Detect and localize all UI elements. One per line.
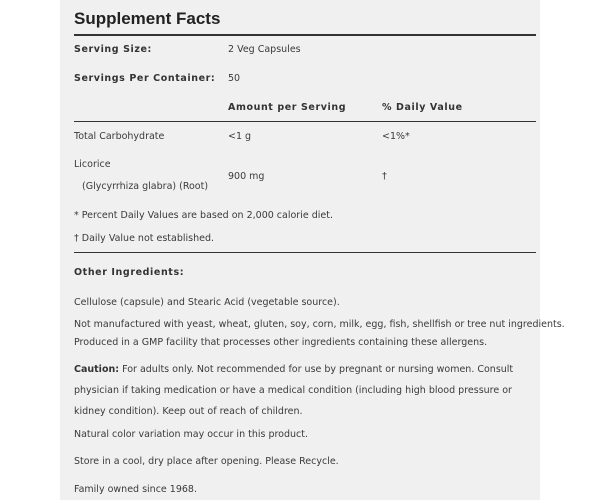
daily-value-header: % Daily Value <box>382 102 463 113</box>
nutrient-amount: <1 g <box>228 131 252 142</box>
page-title: Supplement Facts <box>74 9 221 28</box>
nutrient-subname: (Glycyrrhiza glabra) (Root) <box>82 181 209 192</box>
other-ingredients-label: Other Ingredients: <box>74 267 185 278</box>
caution-text: For adults only. Not recommended for use by pregnant or nursing women. Consult physician if taking medication or have a medical condition (including high blood pressure or kidney condition). Keep out of reach of children. <box>74 364 514 417</box>
ingredient-line: Produced in a GMP facility that processes other ingredients containing these allergens. <box>74 337 488 348</box>
serving-size-label: Serving Size: <box>74 44 152 55</box>
serving-size-value: 2 Veg Capsules <box>228 44 301 55</box>
footnotes-divider <box>74 252 536 253</box>
footnote-not-established: † Daily Value not established. <box>74 233 215 244</box>
amount-per-serving-header: Amount per Serving <box>228 102 347 113</box>
title-divider <box>74 34 536 36</box>
caution-label: Caution: <box>74 364 120 375</box>
supplement-facts-panel <box>60 0 565 500</box>
nutrient-name: Licorice <box>74 159 111 170</box>
note-color-variation: Natural color variation may occur in this product. <box>74 429 309 440</box>
ingredient-line: Not manufactured with yeast, wheat, gluten, soy, corn, milk, egg, fish, shellfish or tree nut ingredients. <box>74 319 565 330</box>
footnote-daily-values: * Percent Daily Values are based on 2,000 calorie diet. <box>74 210 333 221</box>
caution-paragraph <box>74 359 534 422</box>
nutrient-daily-value: † <box>382 171 387 182</box>
header-divider <box>74 121 536 122</box>
nutrient-daily-value: <1%* <box>382 131 410 142</box>
ingredient-line: Cellulose (capsule) and Stearic Acid (vegetable source). <box>74 297 340 308</box>
nutrient-name: Total Carbohydrate <box>74 131 165 142</box>
note-family-owned: Family owned since 1968. <box>74 484 197 495</box>
note-storage: Store in a cool, dry place after opening. Please Recycle. <box>74 456 339 467</box>
servings-per-container-label: Servings Per Container: <box>74 73 216 84</box>
nutrient-amount: 900 mg <box>228 171 265 182</box>
servings-per-container-value: 50 <box>228 73 241 84</box>
